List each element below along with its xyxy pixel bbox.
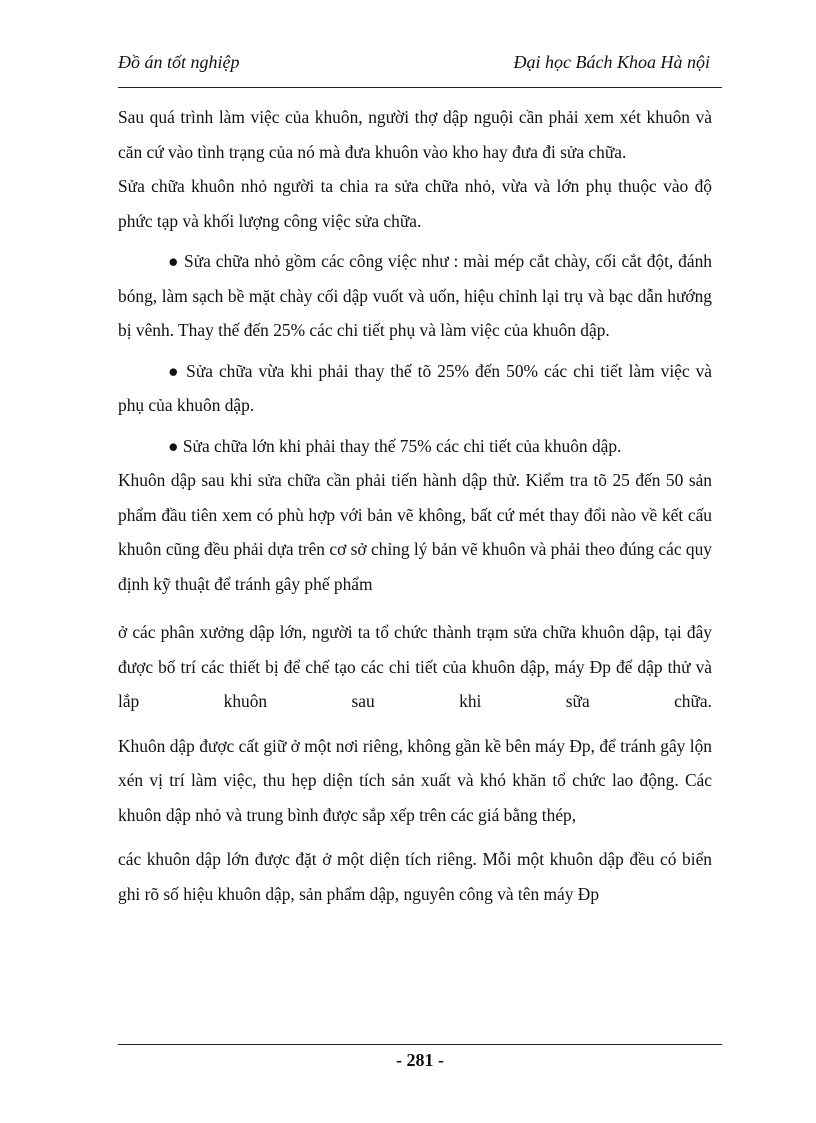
bullet-text: Sửa chữa vừa khi phải thay thế tõ 25% đến 50% các chi tiết làm việc và phụ của khuôn dập. <box>118 360 712 415</box>
footer-divider <box>118 1044 722 1045</box>
page-body <box>118 100 712 911</box>
paragraph-1: Sau quá trình làm việc của khuôn, người thợ dập nguội cần phải xem xét khuôn và căn cứ vào tình trạng của nó mà đưa khuôn vào kho hay đưa đi sửa chữa. <box>118 107 712 162</box>
bullet-icon: ● <box>168 251 180 271</box>
bullet-text: Sửa chữa nhỏ gồm các công việc như : mài mép cắt chày, cối cắt đột, đánh bóng, làm sạch bề mặt chày cối dập vuốt và uốn, hiệu chỉnh lại trụ và bạc dẫn hướng bị vênh. Thay thế đến 25% các chi tiết phụ và làm việc của khuôn dập. <box>118 251 712 340</box>
bullet-icon: ● <box>168 360 181 381</box>
spacer <box>118 719 712 729</box>
page-header <box>118 52 722 78</box>
bullet-item-2 <box>118 354 712 423</box>
paragraph-2: Sửa chữa khuôn nhỏ người ta chia ra sửa chữa nhỏ, vừa và lớn phụ thuộc vào độ phức tạp và khối lượng công việc sửa chữa. <box>118 176 712 231</box>
paragraph-6: các khuôn dập lớn được đặt ở một diện tích riêng. Mỗi một khuôn dập đều có biển ghi rõ số hiệu khuôn dập, sản phẩm dập, nguyên công và tên máy Ðp <box>118 849 712 904</box>
page-number: - 281 - <box>396 1050 444 1070</box>
bullet-item-1 <box>118 244 712 348</box>
bullet-text: Sửa chữa lớn khi phải thay thế 75% các chi tiết của khuôn dập. <box>182 435 622 456</box>
spacer <box>118 832 712 842</box>
header-right-title: Đại học Bách Khoa Hà nội <box>513 52 710 72</box>
header-left-title: Đồ án tốt nghiệp <box>118 52 240 72</box>
header-divider <box>118 87 722 88</box>
bullet-icon: ● <box>168 435 179 456</box>
paragraph-4: ở các phân xưởng dập lớn, người ta tổ chức thành trạm sửa chữa khuôn dập, tại đây được bố trí các thiết bị để chế tạo các chi tiết của khuôn dập, máy Ðp để dập thử và lắp khuôn sau khi sữa chữa. <box>118 622 712 711</box>
spacer <box>118 601 712 615</box>
paragraph-5: Khuôn dập được cất giữ ở một nơi riêng, không gần kề bên máy Ðp, để tránh gây lộn xén vị trí làm việc, thu hẹp diện tích sản xuất và khó khăn tổ chức lao động. Các khuôn dập nhỏ và trung bình được sắp xếp trên các giá bằng thép, <box>118 735 712 825</box>
paragraph-3: Khuôn dập sau khi sửa chữa cần phải tiến hành dập thử. Kiểm tra tõ 25 đến 50 sản phẩm đầu tiên xem có phù hợp với bản vẽ không, bất cứ mét thay đổi nào về kết cấu khuôn cũng đều phải dựa trên cơ sở chỉng lý bản vẽ khuôn và phải theo đúng các quy định kỹ thuật để tránh gây phế phẩm <box>118 470 712 594</box>
bullet-item-3 <box>118 429 712 464</box>
